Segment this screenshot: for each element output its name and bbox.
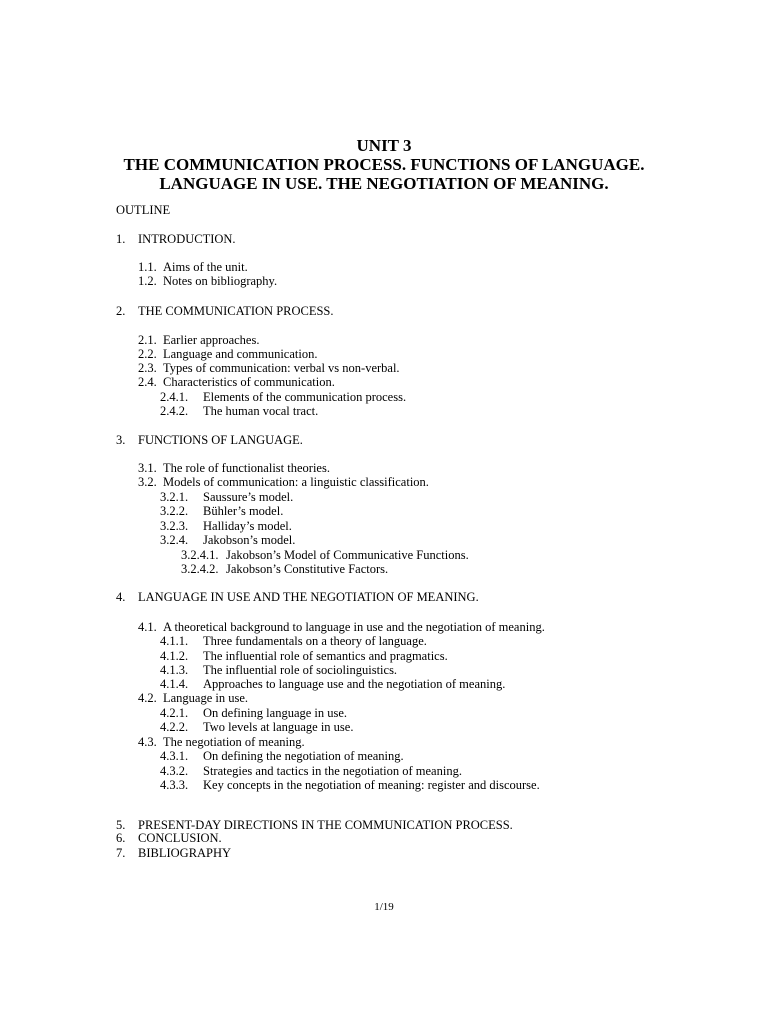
toc-entry <box>160 504 283 518</box>
document-title <box>0 136 768 193</box>
toc-entry-number: 4.1. <box>138 620 157 634</box>
toc-entry-text: Language and communication. <box>163 347 318 361</box>
toc-entry-text: Jakobson’s Constitutive Factors. <box>226 562 389 576</box>
toc-entry <box>160 663 397 677</box>
toc-entry-text: LANGUAGE IN USE AND THE NEGOTIATION OF MEANING. <box>138 590 479 604</box>
toc-entry-text: On defining the negotiation of meaning. <box>203 749 404 763</box>
toc-entry-text: Notes on bibliography. <box>163 274 278 288</box>
toc-entry-text: Three fundamentals on a theory of language. <box>203 634 427 648</box>
toc-entry <box>160 706 347 720</box>
toc-entry-text: Key concepts in the negotiation of meaning: register and discourse. <box>203 778 540 792</box>
toc-entry-number: 4.1.4. <box>160 677 189 691</box>
toc-entry-text: Saussure’s model. <box>203 490 294 504</box>
toc-entry-number: 3.2.1. <box>160 490 189 504</box>
toc-entry-number: 7. <box>116 846 126 860</box>
toc-entry <box>160 677 505 691</box>
toc-entry-number: 6. <box>116 831 126 845</box>
toc-entry-number: 4.2. <box>138 691 157 705</box>
toc-entry-text: Jakobson’s model. <box>203 533 296 547</box>
toc-entry-text: The human vocal tract. <box>203 404 319 418</box>
toc-entry-text: Bühler’s model. <box>203 504 284 518</box>
toc-entry-number: 4.3.1. <box>160 749 189 763</box>
toc-entry-text: Aims of the unit. <box>163 260 248 274</box>
toc-entry-number: 1.1. <box>138 260 157 274</box>
toc-entry-number: 2.4. <box>138 375 157 389</box>
toc-entry <box>116 831 222 845</box>
toc-entry-number: 3.2.2. <box>160 504 189 518</box>
toc-entry-number: 1.2. <box>138 274 157 288</box>
toc-entry-number: 4.3.2. <box>160 764 189 778</box>
toc-entry-text: BIBLIOGRAPHY <box>138 846 232 860</box>
toc-entry <box>116 846 231 860</box>
toc-entry-number: 2. <box>116 304 126 318</box>
toc-entry-number: 3.2. <box>138 475 157 489</box>
toc-entry-number: 2.1. <box>138 333 157 347</box>
toc-entry <box>160 533 295 547</box>
toc-entry-number: 3.2.3. <box>160 519 189 533</box>
toc-entry-number: 4.3.3. <box>160 778 189 792</box>
toc-entry <box>160 490 293 504</box>
toc-entry <box>116 433 303 447</box>
toc-entry-number: 3.2.4. <box>160 533 189 547</box>
toc-entry-text: Elements of the communication process. <box>203 390 407 404</box>
title-line-1: THE COMMUNICATION PROCESS. FUNCTIONS OF LANGUAGE. <box>123 155 645 174</box>
toc-entry <box>160 778 540 792</box>
toc-entry <box>160 764 462 778</box>
toc-entry <box>160 720 353 734</box>
toc-entry <box>138 735 305 749</box>
toc-entry-number: 3.1. <box>138 461 157 475</box>
toc-entry <box>160 519 292 533</box>
toc-entry <box>116 590 479 604</box>
toc-entry-number: 3. <box>116 433 126 447</box>
toc-entry-text: Language in use. <box>163 691 249 705</box>
toc-entry-text: Characteristics of communication. <box>163 375 335 389</box>
toc-entry-number: 4.2.1. <box>160 706 189 720</box>
toc-entry-number: 3.2.4.1. <box>181 548 219 562</box>
toc-entry <box>181 548 469 562</box>
toc-entry-number: 2.4.1. <box>160 390 189 404</box>
toc-entry <box>138 461 330 475</box>
toc-entry <box>138 375 335 389</box>
toc-entry <box>116 304 334 318</box>
toc-entry-text: The influential role of semantics and pragmatics. <box>203 649 448 663</box>
toc-entry-text: The influential role of sociolinguistics. <box>203 663 398 677</box>
toc-entry <box>160 634 427 648</box>
toc-entry-number: 4. <box>116 590 126 604</box>
toc-entry <box>138 333 259 347</box>
toc-entry-text: THE COMMUNICATION PROCESS. <box>138 304 334 318</box>
toc-entry-text: Halliday’s model. <box>203 519 292 533</box>
toc-entry <box>181 562 388 576</box>
toc-entry-text: Types of communication: verbal vs non-verbal. <box>163 361 400 375</box>
toc-entry-text: The negotiation of meaning. <box>163 735 305 749</box>
toc-entry-number: 5. <box>116 818 126 832</box>
toc-entry <box>138 475 429 489</box>
toc-entry <box>138 361 400 375</box>
toc-entry-text: Models of communication: a linguistic classification. <box>163 475 429 489</box>
outline-label: OUTLINE <box>116 203 171 217</box>
toc-entry-text: INTRODUCTION. <box>138 232 236 246</box>
toc-entry-number: 2.4.2. <box>160 404 189 418</box>
toc-entry <box>138 274 277 288</box>
toc-entry-text: A theoretical background to language in use and the negotiation of meaning. <box>163 620 545 634</box>
toc-entry-number: 4.2.2. <box>160 720 189 734</box>
toc-entry-text: Approaches to language use and the negotiation of meaning. <box>203 677 506 691</box>
toc-entry-text: PRESENT-DAY DIRECTIONS IN THE COMMUNICATION PROCESS. <box>138 818 513 832</box>
toc-entry-text: CONCLUSION. <box>138 831 222 845</box>
toc-entry <box>160 649 448 663</box>
toc-entry-text: Earlier approaches. <box>163 333 260 347</box>
toc-entry-number: 2.3. <box>138 361 157 375</box>
toc-entry-number: 3.2.4.2. <box>181 562 219 576</box>
toc-entry-text: Jakobson’s Model of Communicative Functions. <box>226 548 469 562</box>
toc-entry <box>116 818 513 832</box>
toc-entry-number: 1. <box>116 232 126 246</box>
toc-entry-number: 4.1.2. <box>160 649 189 663</box>
toc-entry <box>160 404 318 418</box>
toc-entry <box>138 260 248 274</box>
toc-entry-number: 4.1.3. <box>160 663 189 677</box>
toc-entry-text: Two levels at language in use. <box>203 720 354 734</box>
toc-entry-text: On defining language in use. <box>203 706 348 720</box>
toc-entry <box>160 749 404 763</box>
toc-entry-text: The role of functionalist theories. <box>163 461 330 475</box>
toc-entry-number: 2.2. <box>138 347 157 361</box>
unit-heading: UNIT 3 <box>356 136 412 155</box>
title-line-2: LANGUAGE IN USE. THE NEGOTIATION OF MEANING. <box>159 174 609 193</box>
page-number: 1/19 <box>374 901 394 913</box>
toc-entry <box>160 390 406 404</box>
toc-entry-number: 4.3. <box>138 735 157 749</box>
toc-entry-text: FUNCTIONS OF LANGUAGE. <box>138 433 303 447</box>
toc-entry <box>138 347 317 361</box>
toc-entry <box>138 620 545 634</box>
toc-entry-number: 4.1.1. <box>160 634 189 648</box>
toc-entry <box>116 232 236 246</box>
toc-entry <box>138 691 248 705</box>
toc-entry-text: Strategies and tactics in the negotiation of meaning. <box>203 764 462 778</box>
